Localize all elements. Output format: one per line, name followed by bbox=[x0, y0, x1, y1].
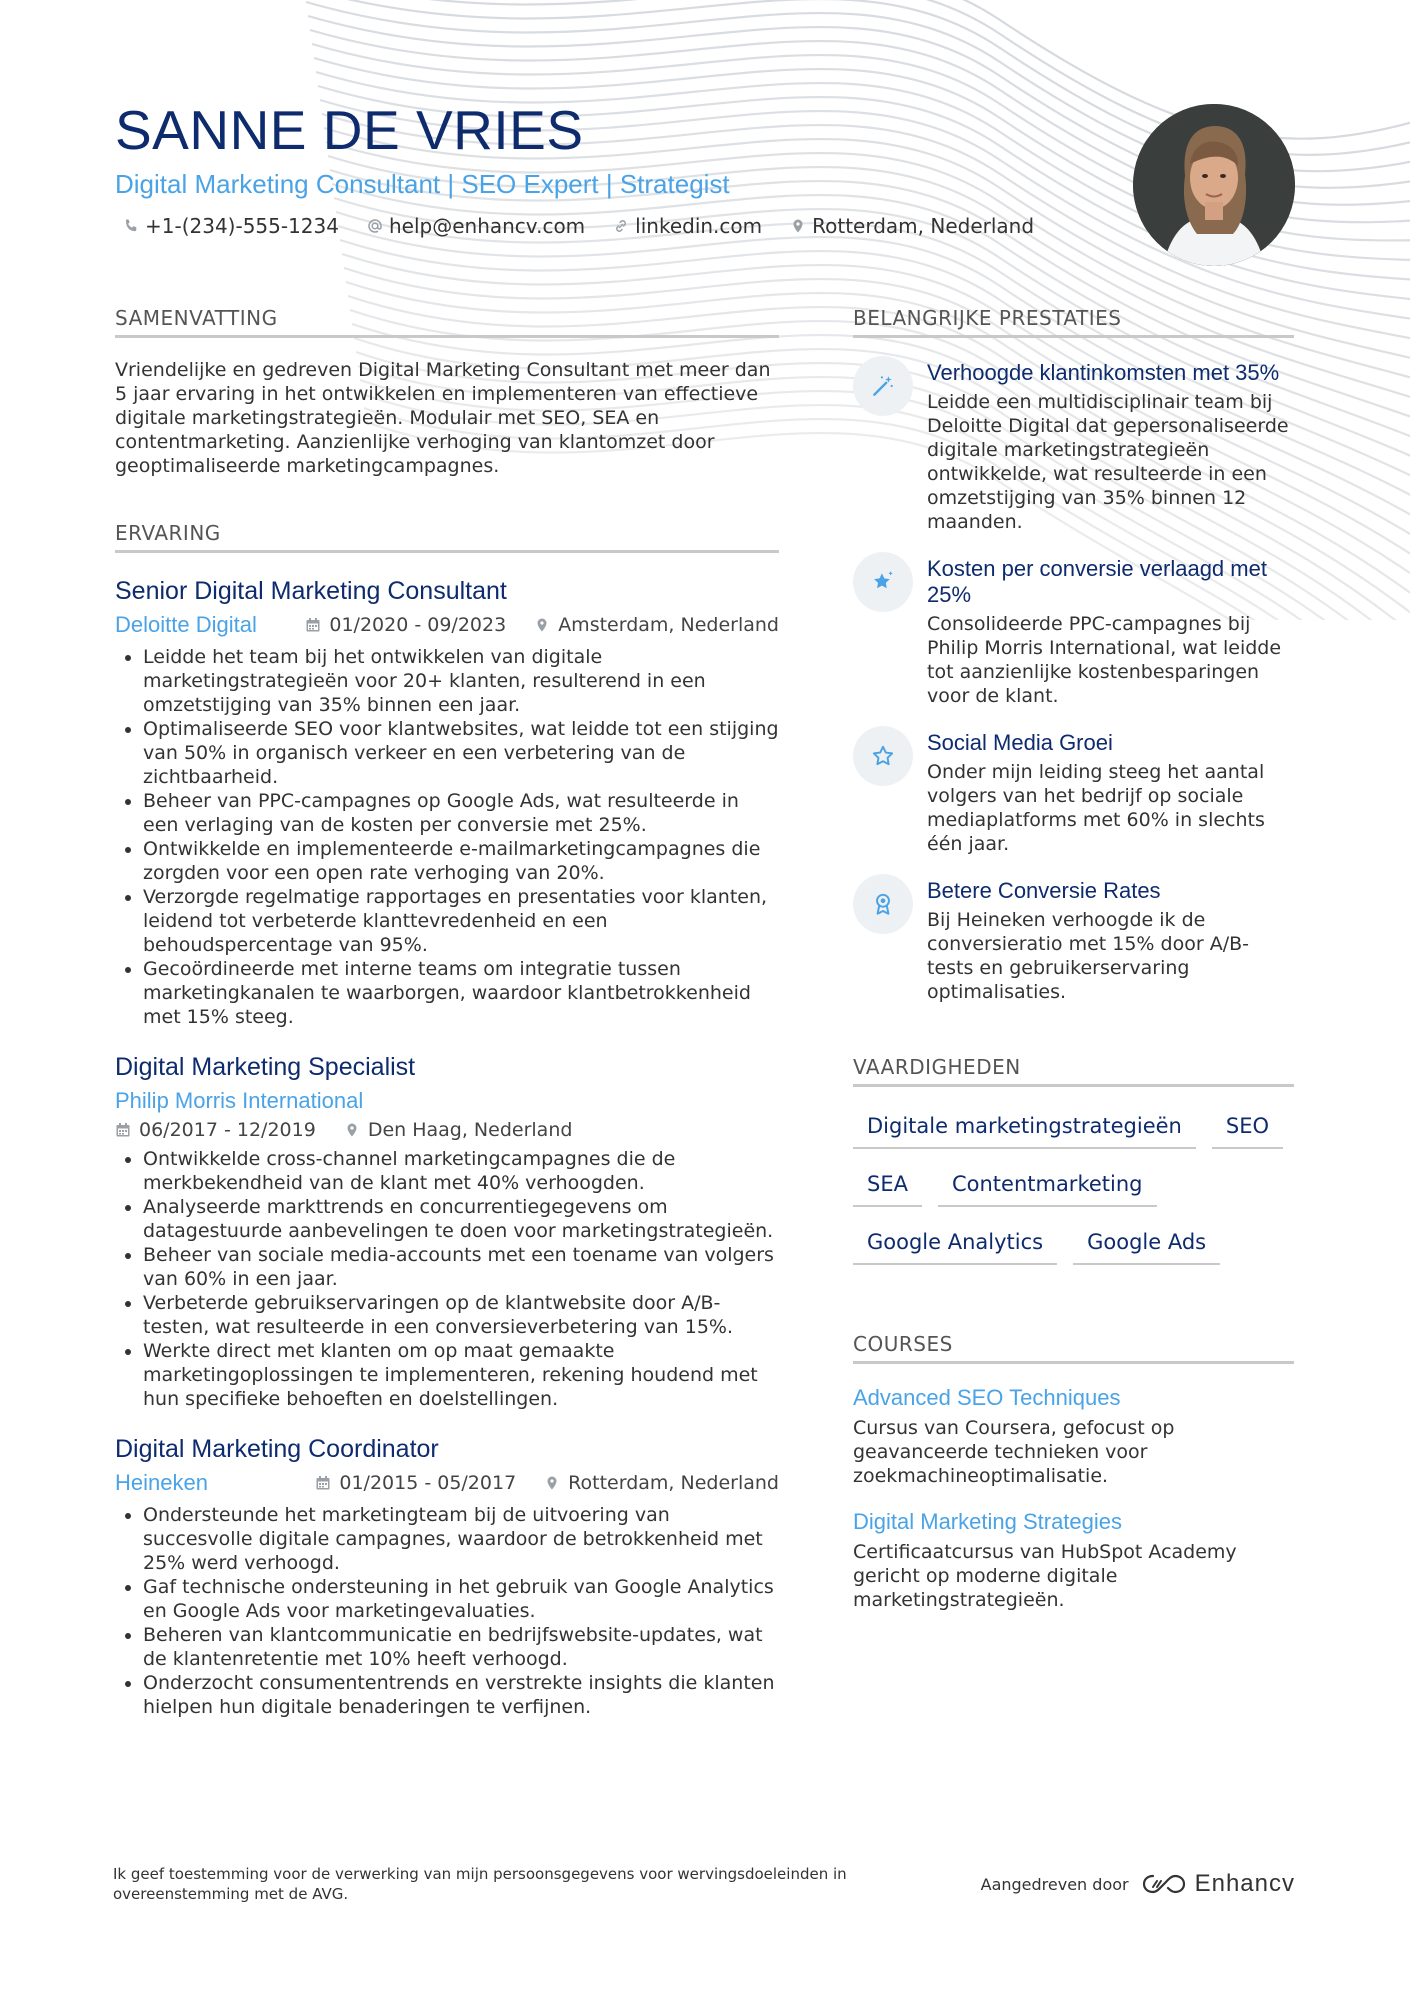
company-name: Philip Morris International bbox=[115, 1088, 364, 1113]
summary-section bbox=[115, 305, 779, 478]
job-bullet: • Ontwikkelde cross-channel marketingcampagnes die de merkbekendheid van de klant met 40% verhoogden. bbox=[143, 1147, 779, 1195]
achievement-title: Social Media Groei bbox=[927, 730, 1113, 755]
job-bullet: • Ontwikkelde en implementeerde e-mailmarketingcampagnes die zorgden voor een open rate verhoging van 20%. bbox=[143, 837, 779, 885]
course-item bbox=[853, 1384, 1294, 1488]
location-icon bbox=[790, 218, 806, 234]
location-icon bbox=[534, 617, 550, 633]
location-icon bbox=[544, 1475, 560, 1491]
contact-phone-text: +1-(234)-555-1234 bbox=[145, 214, 339, 238]
consent-text: Ik geef toestemming voor de verwerking van mijn persoonsgegevens voor wervingsdoeleinden in overeenstemming met de AVG. bbox=[113, 1865, 847, 1903]
achievement-item bbox=[853, 878, 1294, 1004]
enhancv-logo[interactable] bbox=[1141, 1870, 1295, 1898]
skills-section bbox=[853, 1054, 1294, 1265]
contact-location bbox=[790, 214, 1034, 238]
job-location-text: Rotterdam, Nederland bbox=[568, 1472, 779, 1494]
at-icon bbox=[367, 218, 383, 234]
job-bullet: • Ondersteunde het marketingteam bij de uitvoering van succesvolle digitale campagnes, waardoor de betrokkenheid met 25% werd verhoogd. bbox=[143, 1503, 779, 1575]
job-bullet: • Verzorgde regelmatige rapportages en presentaties voor klanten, leidend tot verbeterde klanttevredenheid en een behoudspercentage van 95%. bbox=[143, 885, 779, 957]
job-bullet: • Gecoördineerde met interne teams om integratie tussen marketingkanalen te waarborgen, waardoor klantbetrokkenheid met 15% steeg. bbox=[143, 957, 779, 1029]
job-dates-text: 01/2020 - 09/2023 bbox=[329, 614, 507, 636]
job-dates-text: 01/2015 - 05/2017 bbox=[339, 1472, 517, 1494]
location-icon bbox=[344, 1122, 360, 1138]
star-icon bbox=[853, 726, 913, 786]
skill-tag: Digitale marketingstrategieën bbox=[853, 1107, 1196, 1149]
skill-tag: SEA bbox=[853, 1165, 922, 1207]
candidate-name: SANNE DE VRIES bbox=[115, 99, 584, 161]
job-location-text: Den Haag, Nederland bbox=[367, 1119, 573, 1141]
job-bullets bbox=[115, 1503, 779, 1719]
summary-title: SAMENVATTING bbox=[115, 305, 779, 338]
summary-text: Vriendelijke en gedreven Digital Marketing Consultant met meer dan 5 jaar ervaring in het ontwikkelen en implementeren van effectieve digitale marketingstrategieën. Modulair met SEO, SEA en contentmarketing. Aanzienlijke verhoging van klantomzet door geoptimaliseerde marketingcampagnes. bbox=[115, 359, 771, 477]
calendar-icon bbox=[115, 1122, 131, 1138]
job-title: Senior Digital Marketing Consultant bbox=[115, 577, 507, 605]
candidate-subtitle: Digital Marketing Consultant | SEO Expert | Strategist bbox=[115, 169, 730, 199]
job-dates bbox=[305, 614, 506, 636]
skills-title: VAARDIGHEDEN bbox=[853, 1054, 1294, 1087]
profile-photo bbox=[1133, 104, 1295, 266]
contact-email[interactable] bbox=[367, 214, 585, 238]
skills-list bbox=[853, 1107, 1294, 1265]
profile-photo-image bbox=[1133, 104, 1295, 266]
skill-tag: Contentmarketing bbox=[938, 1165, 1157, 1207]
powered-by-label: Aangedreven door bbox=[980, 1874, 1129, 1894]
contact-email-text: help@enhancv.com bbox=[388, 214, 586, 238]
achievement-desc: Onder mijn leiding steeg het aantal volgers van het bedrijf op sociale mediaplatforms met 60% in slechts één jaar. bbox=[927, 761, 1265, 855]
courses-title: COURSES bbox=[853, 1331, 1294, 1364]
enhancv-logo-text: Enhancv bbox=[1194, 1870, 1295, 1897]
achievement-desc: Bij Heineken verhoogde ik de conversieratio met 15% door A/B-tests en gebruikerservaring optimalisaties. bbox=[927, 909, 1249, 1003]
job-bullet: • Beheren van klantcommunicatie en bedrijfswebsite-updates, wat de klantenretentie met 10% heeft verhoogd. bbox=[143, 1623, 779, 1671]
left-column bbox=[115, 305, 779, 1719]
course-title: Advanced SEO Techniques bbox=[853, 1385, 1121, 1410]
course-title: Digital Marketing Strategies bbox=[853, 1509, 1123, 1534]
course-item bbox=[853, 1508, 1294, 1612]
company-name: Heineken bbox=[115, 1470, 208, 1495]
star-sparkle-icon bbox=[853, 552, 913, 612]
powered-by[interactable] bbox=[981, 1870, 1295, 1898]
contact-linkedin-text: linkedin.com bbox=[635, 214, 763, 238]
header bbox=[115, 100, 1095, 238]
job-bullet: • Beheer van sociale media-accounts met een toename van volgers van 60% in een jaar. bbox=[143, 1243, 779, 1291]
job-dates-text: 06/2017 - 12/2019 bbox=[139, 1119, 316, 1141]
job-bullet: • Analyseerde markttrends en concurrentiegegevens om datagestuurde aanbevelingen te doen voor marketingstrategieën. bbox=[143, 1195, 779, 1243]
job-dates bbox=[315, 1472, 516, 1494]
job-title: Digital Marketing Specialist bbox=[115, 1053, 416, 1081]
achievement-item bbox=[853, 730, 1294, 856]
achievement-title: Betere Conversie Rates bbox=[927, 878, 1161, 903]
job-bullet: • Optimaliseerde SEO voor klantwebsites, wat leidde tot een stijging van 50% in organisch verkeer en een verbetering van de zichtbaarheid. bbox=[143, 717, 779, 789]
contact-bar bbox=[115, 214, 1095, 238]
job-entry bbox=[115, 1051, 779, 1411]
achievement-item bbox=[853, 556, 1294, 708]
job-location bbox=[534, 614, 779, 636]
job-bullet: • Gaf technische ondersteuning in het gebruik van Google Analytics en Google Ads voor marketingevaluaties. bbox=[143, 1575, 779, 1623]
achievement-item bbox=[853, 360, 1294, 534]
achievements-section bbox=[853, 305, 1294, 1004]
job-bullets bbox=[115, 645, 779, 1029]
achievements-title: BELANGRIJKE PRESTATIES bbox=[853, 305, 1294, 338]
job-location bbox=[544, 1472, 779, 1494]
magic-wand-icon bbox=[853, 356, 913, 416]
job-bullets bbox=[115, 1147, 779, 1411]
job-location bbox=[344, 1119, 573, 1141]
enhancv-logo-icon bbox=[1141, 1872, 1187, 1896]
company-name: Deloitte Digital bbox=[115, 612, 257, 637]
job-bullet: • Leidde het team bij het ontwikkelen van digitale marketingstrategieën voor 20+ klanten, resulterend in een omzetstijging van 35% binnen een jaar. bbox=[143, 645, 779, 717]
job-bullet: • Werkte direct met klanten om op maat gemaakte marketingoplossingen te implementeren, rekening houdend met hun specifieke behoeften en doelstellingen. bbox=[143, 1339, 779, 1411]
achievement-desc: Leidde een multidisciplinair team bij Deloitte Digital dat gepersonaliseerde digitale marketingstrategieën ontwikkelde, wat resulteerde in een omzetstijging van 35% binnen 12 maanden. bbox=[927, 391, 1289, 533]
award-icon bbox=[853, 874, 913, 934]
contact-linkedin[interactable] bbox=[613, 214, 762, 238]
job-bullet: • Verbeterde gebruikservaringen op de klantwebsite door A/B-testen, wat resulteerde in een conversieverbetering van 15%. bbox=[143, 1291, 779, 1339]
achievement-desc: Consolideerde PPC-campagnes bij Philip Morris International, wat leidde tot aanzienlijke kostenbesparingen voor de klant. bbox=[927, 613, 1282, 707]
contact-location-text: Rotterdam, Nederland bbox=[812, 214, 1035, 238]
phone-icon bbox=[123, 218, 139, 234]
footer bbox=[113, 1864, 1295, 1904]
job-entry bbox=[115, 575, 779, 1029]
job-bullet: • Onderzocht consumententrends en verstrekte insights die klanten hielpen hun digitale benaderingen te verfijnen. bbox=[143, 1671, 779, 1719]
job-meta bbox=[115, 1087, 779, 1141]
contact-phone[interactable] bbox=[123, 214, 339, 238]
achievement-title: Kosten per conversie verlaagd met 25% bbox=[927, 556, 1267, 607]
job-meta bbox=[115, 611, 779, 639]
experience-title: ERVARING bbox=[115, 520, 779, 553]
calendar-icon bbox=[315, 1475, 331, 1491]
experience-section bbox=[115, 520, 779, 1719]
job-entry bbox=[115, 1433, 779, 1719]
job-location-text: Amsterdam, Nederland bbox=[558, 614, 779, 636]
job-title: Digital Marketing Coordinator bbox=[115, 1435, 439, 1463]
calendar-icon bbox=[305, 617, 321, 633]
link-icon bbox=[613, 218, 629, 234]
skill-tag: Google Ads bbox=[1073, 1223, 1220, 1265]
course-desc: Certificaatcursus van HubSpot Academy gericht op moderne digitale marketingstrategieën. bbox=[853, 1541, 1237, 1611]
courses-section bbox=[853, 1331, 1294, 1612]
course-desc: Cursus van Coursera, gefocust op geavanceerde technieken voor zoekmachineoptimalisatie. bbox=[853, 1417, 1175, 1487]
skill-tag: Google Analytics bbox=[853, 1223, 1057, 1265]
right-column bbox=[853, 305, 1294, 1612]
job-dates bbox=[115, 1119, 316, 1141]
job-meta bbox=[115, 1469, 779, 1497]
job-bullet: • Beheer van PPC-campagnes op Google Ads, wat resulteerde in een verlaging van de kosten per conversie met 25%. bbox=[143, 789, 779, 837]
skill-tag: SEO bbox=[1212, 1107, 1283, 1149]
achievement-title: Verhoogde klantinkomsten met 35% bbox=[927, 360, 1280, 385]
